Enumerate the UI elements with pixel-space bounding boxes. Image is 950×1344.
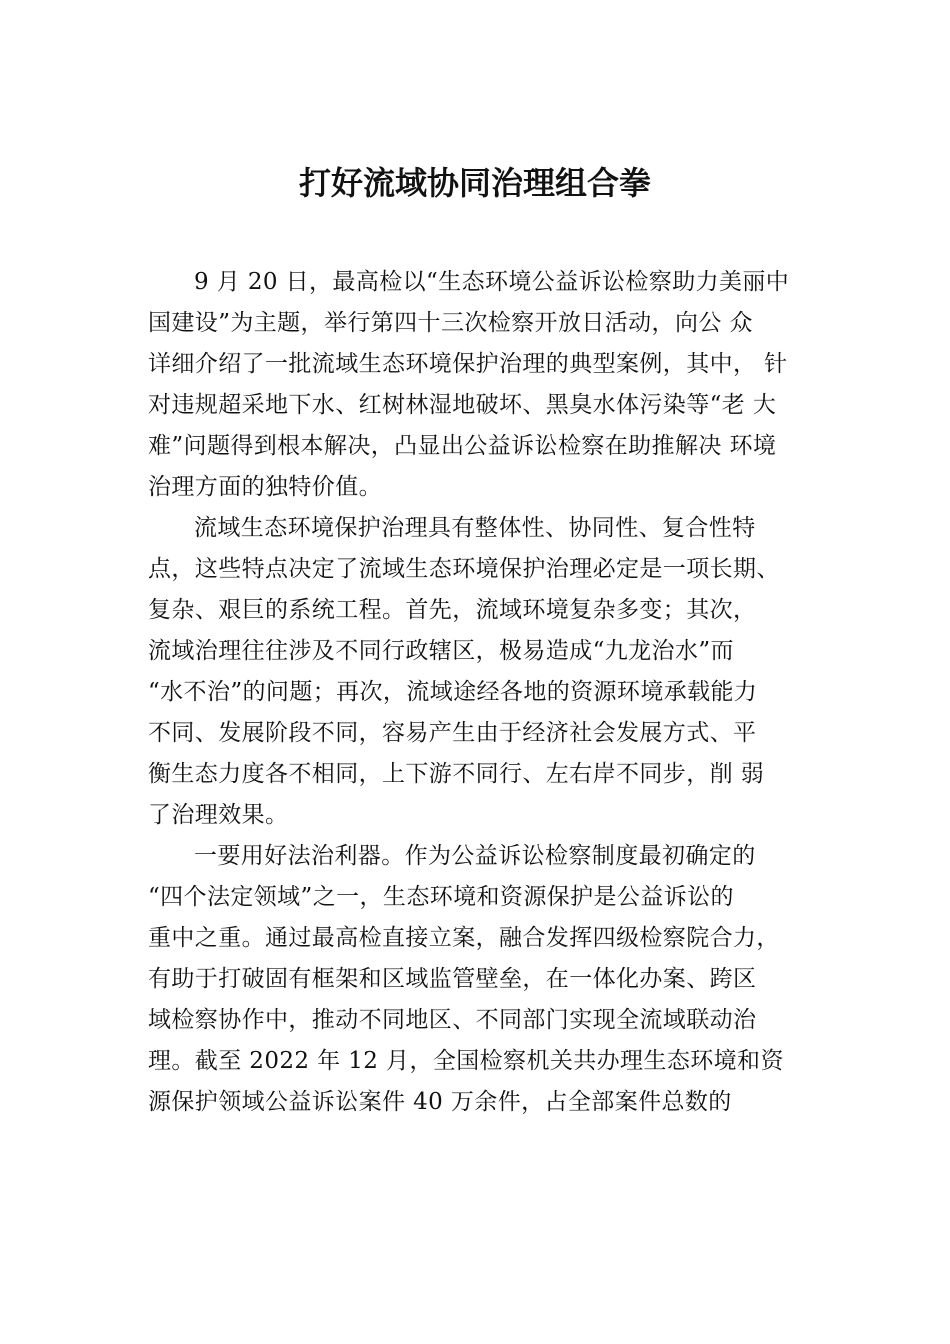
paragraph-1-line-5: 难”问题得到根本解决，凸显出公益诉讼检察在助推解决 环境 bbox=[148, 433, 777, 459]
paragraph-1-line-2: 国建设”为主题，举行第四十三次检察开放日活动，向公 众 bbox=[148, 310, 753, 336]
paragraph-3-line-5: 域检察协作中，推动不同地区、不同部门实现全流域联动治 bbox=[148, 1007, 757, 1033]
paragraph-2-line-6: 不同、发展阶段不同，容易产生由于经济社会发展方式、平 bbox=[148, 720, 757, 746]
paragraph-2-line-3: 复杂、艰巨的系统工程。首先，流域环境复杂多变；其次， bbox=[148, 597, 757, 623]
paragraph-2-line-4: 流域治理往往涉及不同行政辖区，极易造成“九龙治水”而 bbox=[148, 638, 734, 664]
paragraph-3-line-7: 源保护领域公益诉讼案件 40 万余件，占全部案件总数的 bbox=[148, 1089, 732, 1115]
paragraph-3-line-6: 理。截至 2022 年 12 月，全国检察机关共办理生态环境和资 bbox=[148, 1048, 784, 1074]
paragraph-2-line-7: 衡生态力度各不相同，上下游不同行、左右岸不同步，削 弱 bbox=[148, 761, 765, 787]
paragraph-2-line-2: 点，这些特点决定了流域生态环境保护治理必定是一项长期、 bbox=[148, 556, 780, 582]
paragraph-3-line-1: 一要用好法治利器。作为公益诉讼检察制度最初确定的 bbox=[194, 843, 756, 869]
paragraph-1-line-1: 9 月 20 日，最高检以“生态环境公益诉讼检察助力美丽中 bbox=[194, 269, 790, 295]
paragraph-1-line-6: 治理方面的独特价值。 bbox=[148, 474, 382, 500]
paragraph-2-line-1: 流域生态环境保护治理具有整体性、协同性、复合性特 bbox=[194, 515, 756, 541]
paragraph-2-line-8: 了治理效果。 bbox=[148, 802, 289, 828]
document-body bbox=[148, 262, 838, 1123]
paragraph-1-line-4: 对违规超采地下水、红树林湿地破坏、黑臭水体污染等“老 大 bbox=[148, 392, 777, 418]
paragraph-3-line-2: “四个法定领域”之一，生态环境和资源保护是公益诉讼的 bbox=[148, 884, 734, 910]
paragraph-3-line-3: 重中之重。通过最高检直接立案，融合发挥四级检察院合力， bbox=[148, 925, 780, 951]
document-title: 打好流域协同治理组合拳 bbox=[298, 164, 651, 202]
paragraph-2-line-5: “水不治”的问题；再次，流域途经各地的资源环境承载能力 bbox=[148, 679, 758, 705]
paragraph-3-line-4: 有助于打破固有框架和区域监管壁垒，在一体化办案、跨区 bbox=[148, 966, 757, 992]
paragraph-1-line-3: 详细介绍了一批流域生态环境保护治理的典型案例，其中， 针 bbox=[148, 351, 788, 377]
